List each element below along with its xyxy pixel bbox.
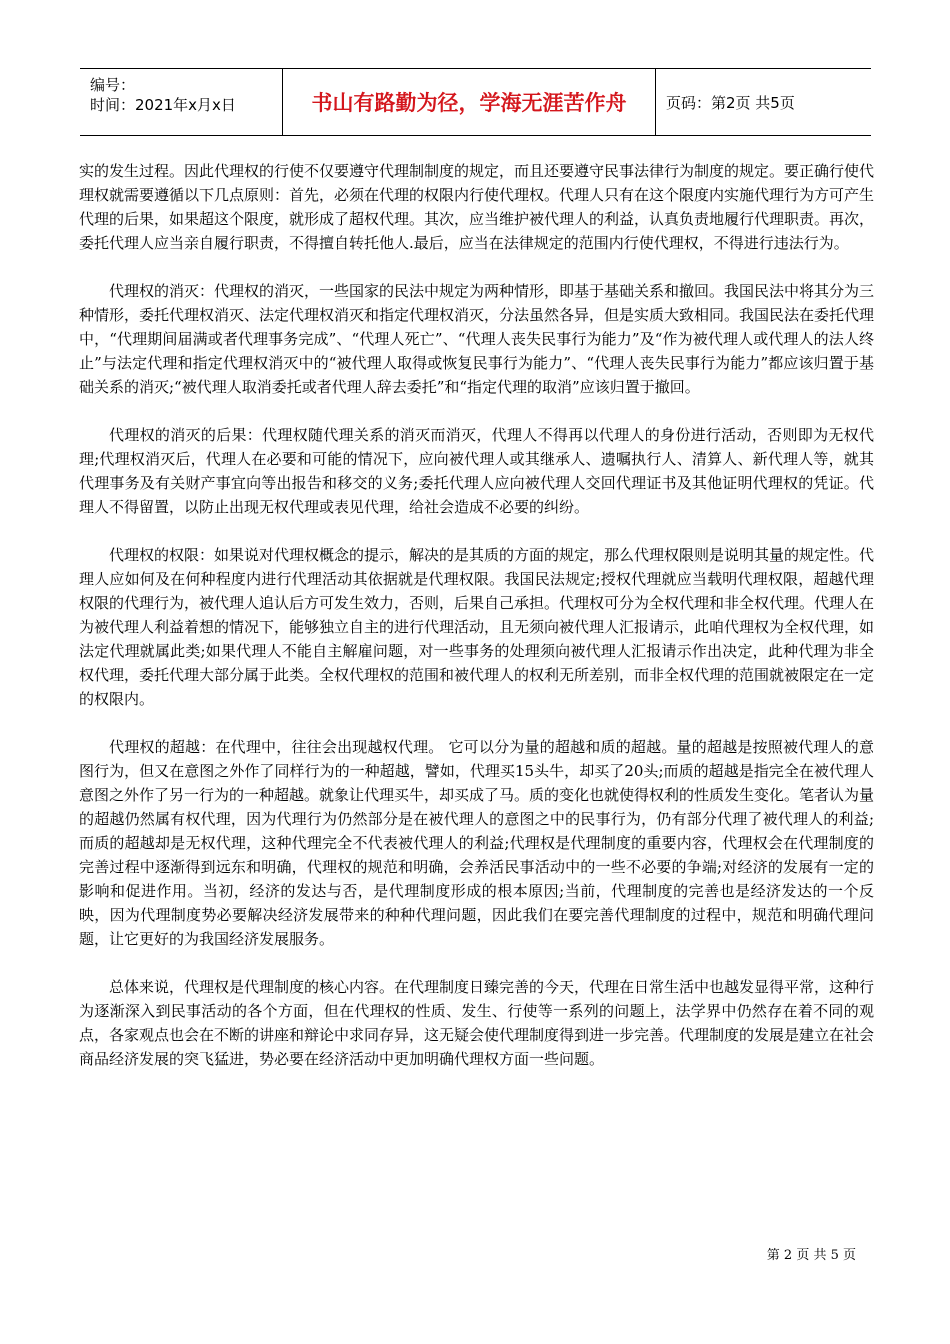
header-page-info: 页码：第2页 共5页 [666, 93, 795, 112]
paragraph: 代理权的消灭：代理权的消灭，一些国家的民法中规定为两种情形，即基于基础关系和撤回。我国民法中将其分为三种情形，委托代理权消灭、法定代理权消灭和指定代理权消灭，分法虽然各异，但是实质大致相同。我国民法在委托代理中，“代理期间届满或者代理事务完成”、“代理人死亡”、“代理人丧失民事行为能力”及“作为被代理人或代理人的法人终止”与法定代理和指定代理权消灭中的“被代理人取得或恢复民事行为能力”、“代理人丧失民事行为能力”都应该归置于基础关系的消灭;“被代理人取消委托或者代理人辞去委托”和“指定代理的取消”应该归置于撤回。 [79, 282, 875, 396]
paragraph: 总体来说，代理权是代理制度的核心内容。在代理制度日臻完善的今天，代理在日常生活中也越发显得平常，这种行为逐渐深入到民事活动的各个方面，但在代理权的性质、发生、行使等一系列的问题上，法学界中仍然存在着不同的观点，各家观点也会在不断的讲座和辩论中求同存异，这无疑会使代理制度得到进一步完善。代理制度的发展是建立在社会商品经济发展的突飞猛进，势必要在经济活动中更加明确代理权方面一些问题。 [79, 978, 875, 1068]
paragraph: 代理权的超越：在代理中，往往会出现越权代理。 它可以分为量的超越和质的超越。量的超越是按照被代理人的意图行为，但又在意图之外作了同样行为的一种超越，譬如，代理买15头牛，却买了20头;而质的超越是指完全在被代理人意图之外作了另一行为的一种超越。就象让代理买牛，却买成了马。质的变化也就使得权利的性质发生变化。笔者认为量的超越仍然属有权代理，因为代理行为仍然部分是在被代理人的意图之中的民事行为，仍有部分代理了被代理人的利益;而质的超越却是无权代理，这种代理完全不代表被代理人的利益;代理权是代理制度的重要内容，代理权会在代理制度的完善过程中逐渐得到远东和明确，代理权的规范和明确，会养活民事活动中的一些不必要的争端;对经济的发展有一定的影响和促进作用。当初，经济的发达与否，是代理制度形成的根本原因;当前，代理制度的完善也是经济发达的一个反映，因为代理制度势必要解决经济发展带来的种种代理问题，因此我们在要完善代理制度的过程中，规范和明确代理问题，让它更好的为我国经济发展服务。 [79, 738, 875, 948]
header-meta [80, 69, 283, 135]
header-motto: 书山有路勤为径，学海无涯苦作舟 [283, 69, 656, 135]
page-footer: 第 2 页 共 5 页 [766, 1248, 856, 1263]
time-label: 时间：2021年x月x日 [90, 96, 236, 114]
paragraph: 实的发生过程。因此代理权的行使不仅要遵守代理制制度的规定，而且还要遵守民事法律行为制度的规定。要正确行使代理权就需要遵循以下几点原则：首先，必须在代理的权限内行使代理权。代理人只有在这个限度内实施代理行为方可产生代理的后果，如果超这个限度，就形成了超权代理。其次，应当维护被代理人的利益，认真负责地履行代理职责。再次，委托代理人应当亲自履行职责，不得擅自转托他人.最后，应当在法律规定的范围内行使代理权，不得进行违法行为。 [79, 162, 875, 252]
page-header [80, 68, 871, 136]
paragraph: 代理权的消灭的后果：代理权随代理关系的消灭而消灭，代理人不得再以代理人的身份进行活动，否则即为无权代理;代理权消灭后，代理人在必要和可能的情况下，应向被代理人或其继承人、遗嘱执行人、清算人、新代理人等，就其代理事务及有关财产事宜向等出报告和移交的义务;委托代理人应向被代理人交回代理证书及其他证明代理权的凭证。代理人不得留置，以防止出现无权代理或表见代理，给社会造成不必要的纠纷。 [79, 426, 874, 516]
document-body [79, 159, 874, 1095]
number-label: 编号： [90, 76, 136, 94]
paragraph: 代理权的权限：如果说对代理权概念的提示，解决的是其质的方面的规定，那么代理权限则是说明其量的规定性。代理人应如何及在何种程度内进行代理活动其依据就是代理权限。我国民法规定;授权代理就应当载明代理权限，超越代理权限的代理行为，被代理人追认后方可发生效力，否则，后果自己承担。代理权可分为全权代理和非全权代理。代理人在为被代理人利益着想的情况下，能够独立自主的进行代理活动，且无须向被代理人汇报请示，此咱代理权为全权代理，如法定代理就属此类;如果代理人不能自主解雇问题，对一些事务的处理须向被代理人汇报请示作出决定，此种代理为非全权代理，委托代理大部分属于此类。全权代理权的范围和被代理人的权利无所差别，而非全权代理的范围就被限定在一定的权限内。 [79, 546, 875, 708]
